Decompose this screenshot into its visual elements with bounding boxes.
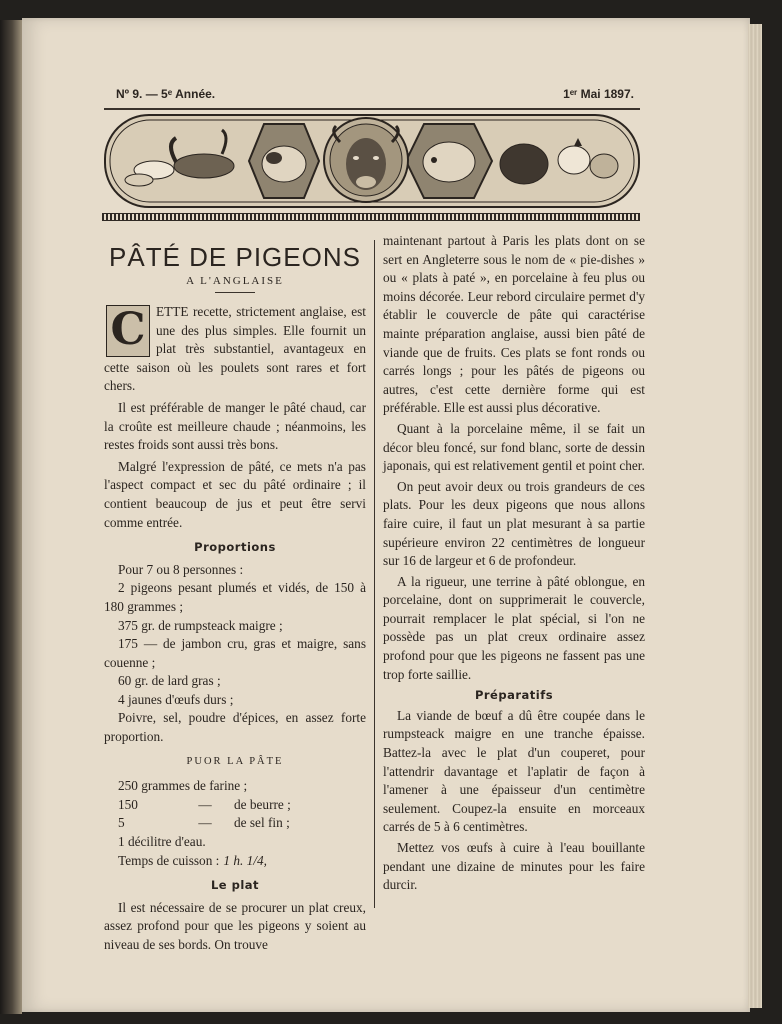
pate-list <box>104 777 366 870</box>
right-paragraph-6: Mettez vos œufs à cuire à l'eau bouillante pendant une dizaine de minutes pour les faire durcir. <box>383 840 645 893</box>
list-item: Pour 7 ou 8 personnes : <box>118 561 244 577</box>
issue-date: 1ᵉʳ Mai 1897. <box>563 87 634 101</box>
list-item <box>104 814 366 833</box>
cuisson-line <box>104 852 366 871</box>
cuisson-time: 1 h. 1/4, <box>223 852 267 868</box>
pate-qty: 150 <box>118 796 138 812</box>
pate-item: de sel fin ; <box>234 815 290 831</box>
subtitle-rule <box>215 292 255 293</box>
pate-ditto: — <box>198 796 212 812</box>
plat-paragraph: Il est nécessaire de se procurer un plat creux, assez profond pour que les pigeons y soient au niveau de ses bords. On trouve <box>104 899 366 952</box>
plat-heading: Le plat <box>210 878 260 893</box>
list-item <box>104 833 366 852</box>
right-column <box>383 232 645 895</box>
page-header <box>116 87 640 107</box>
list-item: 375 gr. de rumpsteack maigre ; <box>118 617 283 633</box>
dropcap-letter: C <box>106 305 150 357</box>
proportions-heading: Proportions <box>194 540 276 555</box>
cuisson-label: Temps de cuisson : <box>118 852 220 868</box>
list-item <box>104 777 366 796</box>
preparatifs-heading: Préparatifs <box>474 688 554 703</box>
pate-qty: 250 grammes de farine ; <box>118 778 248 794</box>
article-subtitle: A L'ANGLAISE <box>186 275 284 287</box>
right-paragraph-3: On peut avoir deux ou trois grandeurs de ces plats. Pour les deux pigeons que nous allons faire cuire, il faut un plat mesurant à sa partie supérieure environ 22 centimètres de longueur sur 16 de largeur et 6 de profondeur. <box>383 478 645 569</box>
book-spine <box>0 20 22 1014</box>
header-rule <box>104 108 640 110</box>
list-item <box>104 796 366 815</box>
intro-text: recette, strictement anglaise, est une des plus simples. Elle fournit un plat très substantiel, avantageux en cette saison où les poulets sont rares et fort chers. <box>104 304 366 394</box>
list-item: 2 pigeons pesant plumés et vidés, de 150 à 180 grammes ; <box>104 580 366 614</box>
pate-qty: 5 <box>118 815 125 831</box>
pate-qty: 1 décilitre d'eau. <box>118 834 206 850</box>
pate-heading: PUOR LA PÂTE <box>186 755 284 767</box>
animal-vignette-icon <box>104 114 640 208</box>
list-item: Poivre, sel, poudre d'épices, en assez forte proportion. <box>104 710 366 745</box>
right-paragraph-4: A la rigueur, une terrine à pâté oblongue, en porcelaine, dont on supprimerait le couvercle, pourrait remplacer le plat spécial, si l'on ne possède pas un plat creux ordinaire assez profond pour que les pigeons ne fassent pas une trop forte saillie. <box>383 573 645 682</box>
intro-first-word: ETTE <box>156 304 189 319</box>
article-title: PÂTÉ DE PIGEONS <box>109 242 361 272</box>
pate-ditto: — <box>198 815 212 831</box>
column-divider <box>374 240 375 908</box>
issue-number: Nº 9. — 5ᵉ Année. <box>116 87 216 101</box>
list-item: 175 — de jambon cru, gras et maigre, sans couenne ; <box>104 636 366 670</box>
pate-item: de beurre ; <box>234 796 291 812</box>
page-edge <box>748 24 762 1008</box>
paragraph-3: Malgré l'expression de pâté, ce mets n'a pas l'aspect compact et sec du pâté ordinaire ; il contient beaucoup de jus et peut être servi comme entrée. <box>104 458 366 530</box>
right-paragraph-1: maintenant partout à Paris les plats dont on se sert en Angleterre sous le nom de « pie-dishes » ou « plats à paté », en porcelaine à feu plus ou moins décorée. Leur rebord circulaire permet d'y établir le couvercle de pâte qui caractérise mainte préparation anglaise, aussi bien pâté de viande que de fruits. Ces plats se font ronds ou carrés longs ; pour les pâtés de pigeons ou autres, c'est cette dernière forme qui est préférable. Elle est aussi plus décorative. <box>383 233 645 416</box>
right-paragraph-2: Quant à la porcelaine même, il se fait un décor bleu foncé, sur fond blanc, sorte de dessin japonais, qui est relativement gentil et point cher. <box>383 420 645 474</box>
left-column <box>104 240 366 955</box>
list-item: 4 jaunes d'œufs durs ; <box>118 691 234 707</box>
list-item: 60 gr. de lard gras ; <box>118 673 221 689</box>
intro-paragraph <box>104 303 366 396</box>
proportions-list <box>104 561 366 747</box>
right-paragraph-5: La viande de bœuf a dû être coupée dans le rumpsteack maigre en une tranche épaisse. Battez-la avec le plat d'un couperet, pour l'attendrir davantage et l'aplatir de façon à l'amener à une épaisseur d'un centimètre seulement. Coupez-la ensuite en morceaux carrés de 5 à 6 centimètres. <box>383 707 645 835</box>
paragraph-2: Il est préférable de manger le pâté chaud, car la croûte est meilleure chaude ; néanmoins, les restes froids sont aussi très bons. <box>104 399 366 453</box>
decorative-rule <box>102 213 640 221</box>
